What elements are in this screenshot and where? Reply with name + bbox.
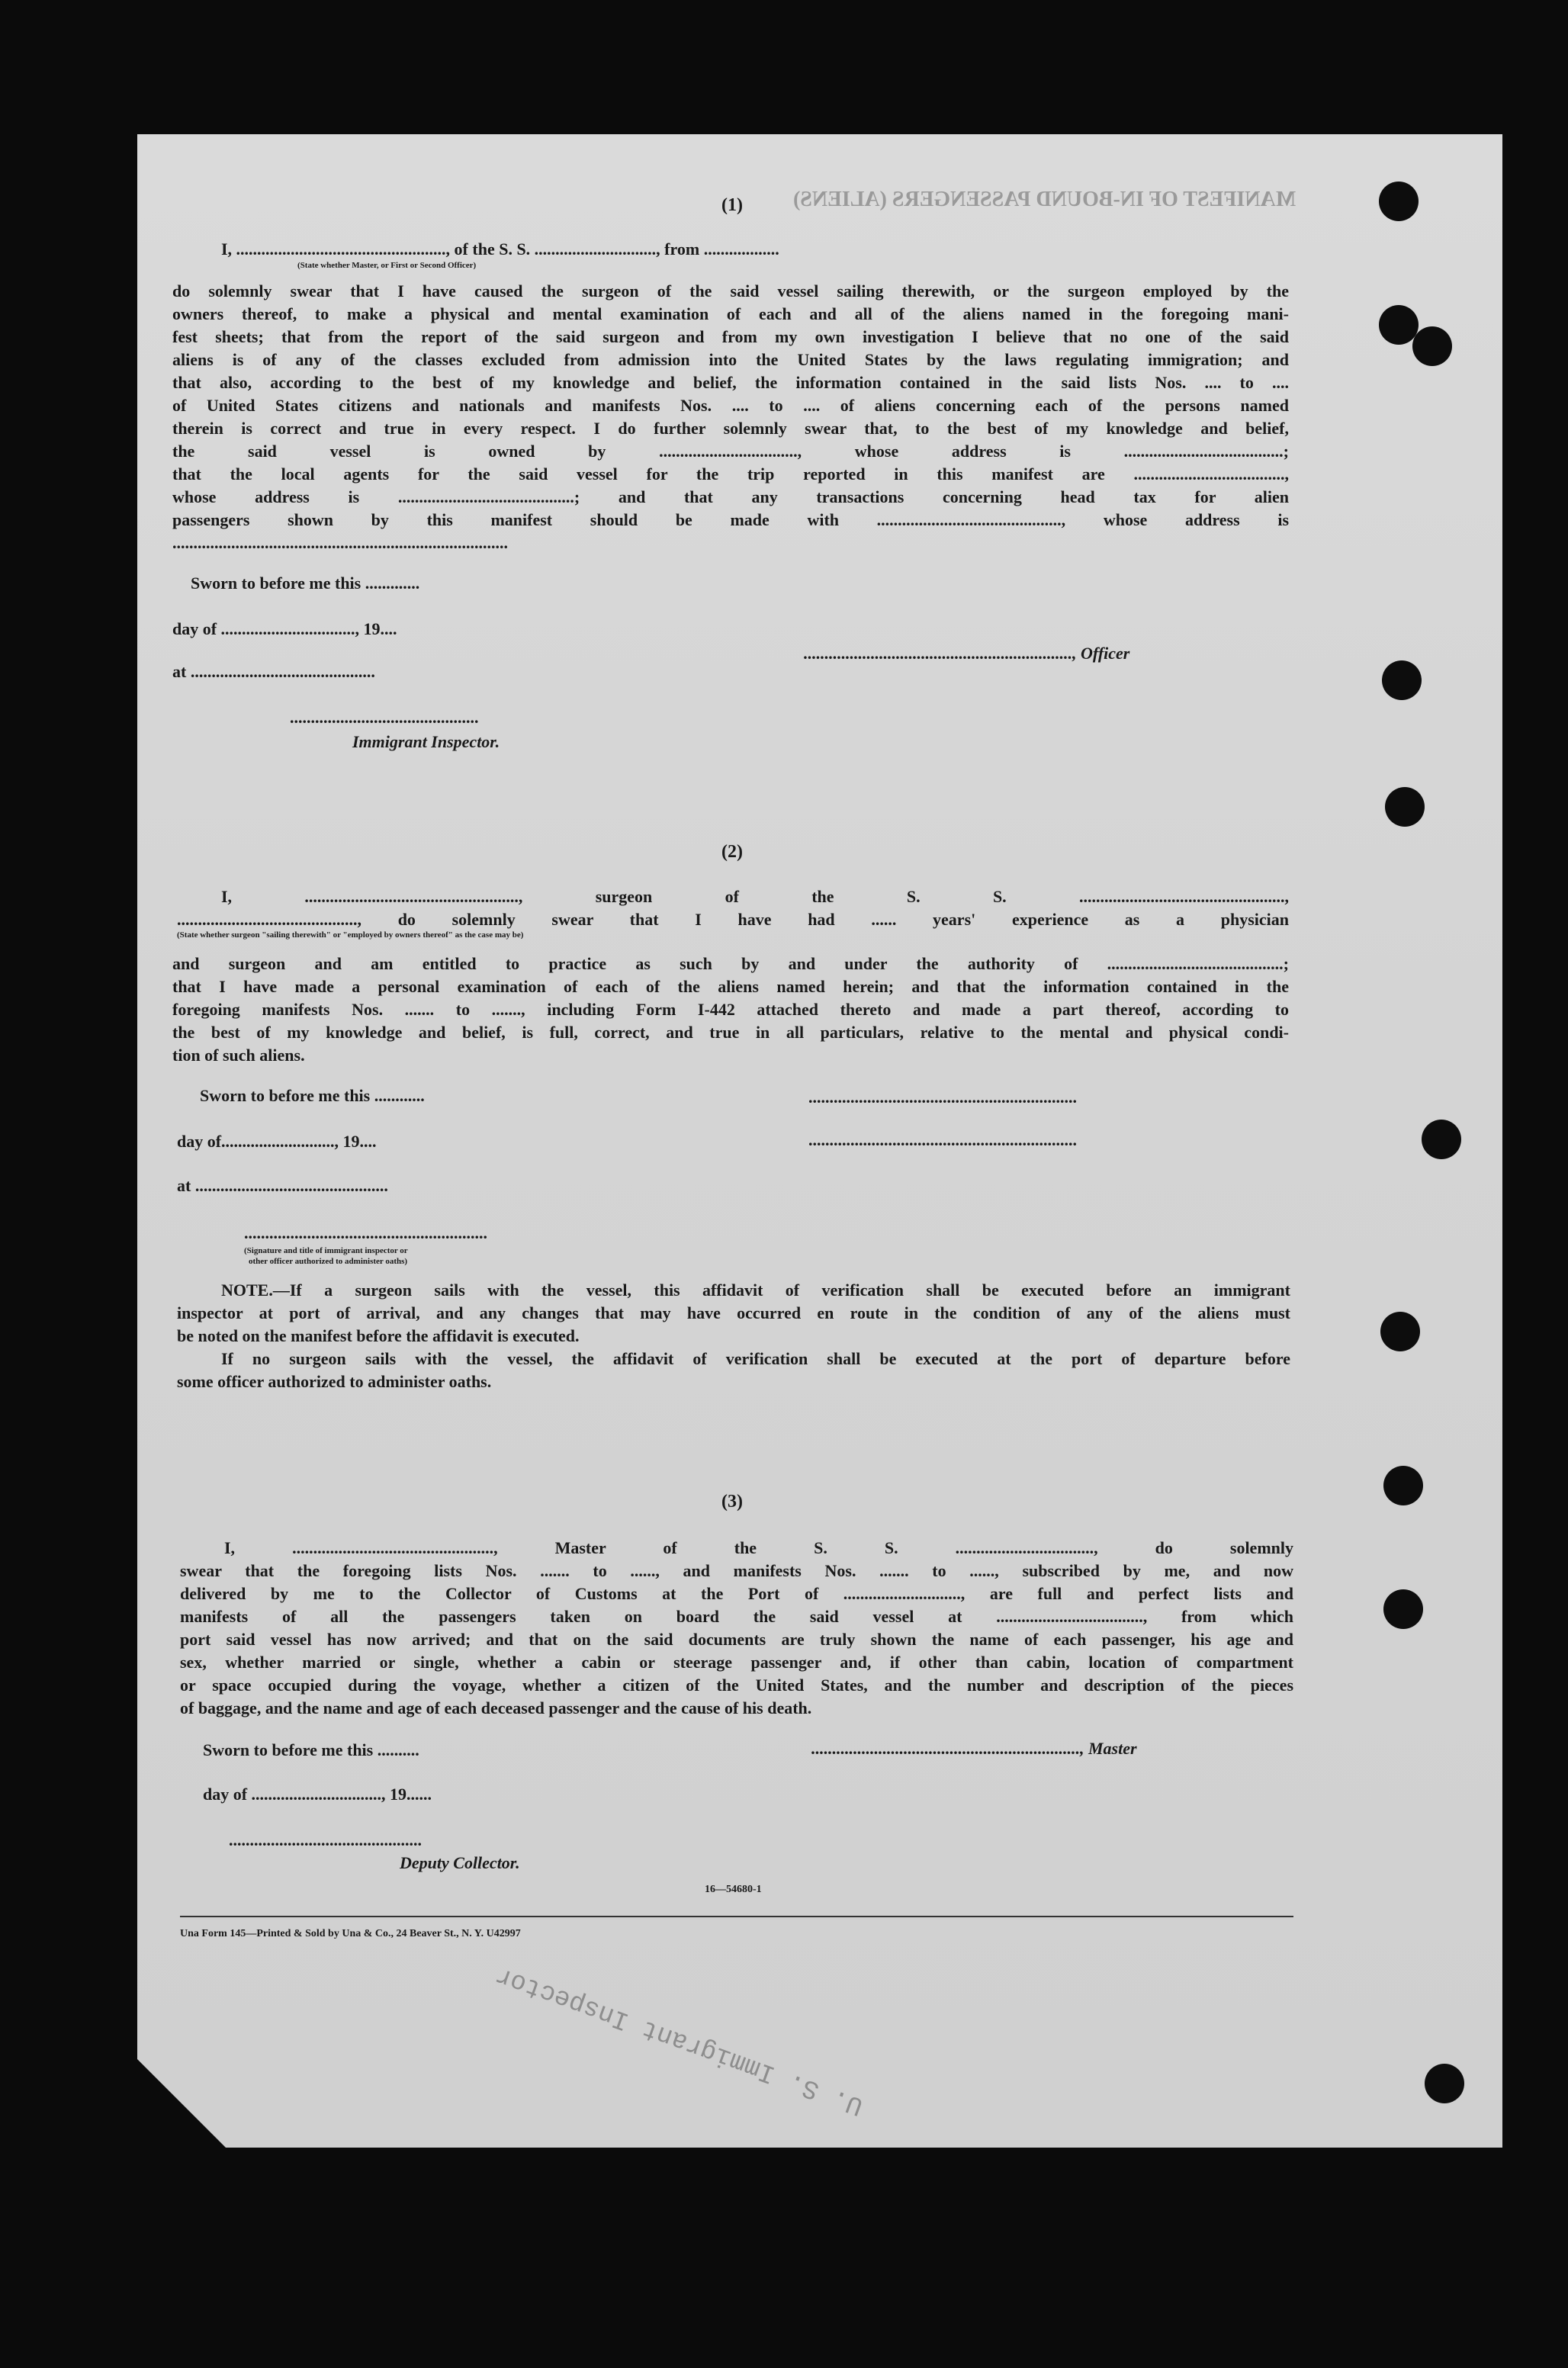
section-2-signature-caption: other officer authorized to administer oaths) — [249, 1257, 408, 1266]
note-line: If no surgeon sails with the vessel, the affidavit of verification shall be executed at the port of departure before — [221, 1349, 1290, 1368]
section-3-line: or space occupied during the voyage, whether a citizen of the United States, and the number and description of the pieces — [180, 1676, 1293, 1695]
form-number: 16—54680-1 — [705, 1884, 762, 1895]
section-3-day: day of ..............................., 19...... — [203, 1785, 432, 1804]
section-2-line: and surgeon and am entitled to practice as such by and under the authority of ..........................................; — [172, 954, 1289, 973]
section-2-heading: (2) — [721, 842, 743, 862]
section-1-line: whose address is ..........................................; and that any transactions concerning head tax for alien — [172, 487, 1289, 506]
section-2-right-dots: ................................................................ — [808, 1130, 1077, 1149]
section-2-signature-dots: .......................................................... — [244, 1223, 487, 1242]
section-1-line: ................................................................................ — [172, 533, 508, 552]
note-line: be noted on the manifest before the affidavit is executed. — [177, 1326, 580, 1345]
section-2-line: foregoing manifests Nos. ....... to ......., including Form I-442 attached thereto and made a part thereof, according to — [172, 1000, 1289, 1019]
section-2-first-line: I, ..................................................., surgeon of the S. S. ................................................., — [221, 887, 1289, 906]
section-3-deputy-label: Deputy Collector. — [400, 1853, 520, 1872]
punch-hole — [1383, 1466, 1423, 1505]
punch-hole — [1382, 660, 1422, 700]
punch-hole — [1379, 305, 1419, 345]
note-line: NOTE.—If a surgeon sails with the vessel, this affidavit of verification shall be executed before an immigrant — [221, 1280, 1290, 1300]
section-2-line: tion of such aliens. — [172, 1046, 305, 1065]
section-1-line: that the local agents for the said vessel for the trip reported in this manifest are ...................................., — [172, 464, 1289, 484]
section-2-second-line: ..........................................., do solemnly swear that I have had ...... years' experience as a physician — [177, 910, 1289, 929]
section-3-sworn: Sworn to before me this .......... — [203, 1740, 419, 1759]
section-2-right-dots: ................................................................ — [808, 1088, 1077, 1107]
section-3-line: manifests of all the passengers taken on board the said vessel at ..................................., from which — [180, 1607, 1293, 1626]
immigrant-inspector-stamp: U. S. Immigrant Inspector — [491, 1959, 867, 2120]
punch-hole — [1380, 1312, 1420, 1351]
punch-hole — [1412, 326, 1452, 366]
section-1-inspector-dots: ............................................. — [290, 708, 479, 727]
section-1-sworn: Sworn to before me this ............. — [191, 574, 420, 593]
punch-hole — [1425, 2064, 1464, 2103]
section-1-line: that also, according to the best of my knowledge and belief, the information contained in the said lists Nos. .... to .... — [172, 373, 1289, 392]
section-1-line: do solemnly swear that I have caused the surgeon of the said vessel sailing therewith, or the surgeon employed by the — [172, 281, 1289, 300]
section-1-line: the said vessel is owned by ................................., whose address is ......................................; — [172, 442, 1289, 461]
bleed-through-title: MANIFEST OF IN-BOUND PASSENGERS (ALIENS) — [793, 188, 1296, 211]
footer-rule — [180, 1916, 1293, 1917]
section-2-signature-caption: (Signature and title of immigrant inspector or — [244, 1246, 408, 1255]
section-3-line: port said vessel has now arrived; and that on the said documents are truly shown the name of each passenger, his age and — [180, 1630, 1293, 1649]
section-1-line: passengers shown by this manifest should be made with ............................................, whose address is — [172, 510, 1289, 529]
section-3-line: I, ................................................, Master of the S. S. ................................., do solemnly — [224, 1538, 1293, 1557]
section-3-line: swear that the foregoing lists Nos. ....... to ......, and manifests Nos. ....... to ......, subscribed by me, and now — [180, 1561, 1293, 1580]
note-line: some officer authorized to administer oaths. — [177, 1372, 492, 1391]
punch-hole — [1422, 1120, 1461, 1159]
section-3-line: sex, whether married or single, whether a cabin or steerage passenger and, if other than cabin, location of compartment — [180, 1653, 1293, 1672]
section-2-day: day of..........................., 19.... — [177, 1132, 377, 1151]
section-1-inspector-label: Immigrant Inspector. — [352, 732, 500, 751]
punch-hole — [1379, 182, 1419, 221]
torn-corner — [137, 2059, 229, 2151]
section-1-line: of United States citizens and nationals and manifests Nos. .... to .... of aliens concerning each of the persons named — [172, 396, 1289, 415]
section-1-line: fest sheets; that from the report of the said surgeon and from my own investigation I believe that no one of the said — [172, 327, 1289, 346]
punch-hole — [1383, 1589, 1423, 1629]
section-2-line: that I have made a personal examination of each of the aliens named herein; and that the information contained in the — [172, 977, 1289, 996]
section-1-at: at ............................................ — [172, 662, 375, 681]
section-1-line: owners thereof, to make a physical and mental examination of each and all of the aliens named in the foregoing mani- — [172, 304, 1289, 323]
section-3-deputy-dots: .............................................. — [229, 1830, 422, 1849]
section-1-officer-line: ................................................................, Officer — [804, 644, 1130, 663]
section-2-line: the best of my knowledge and belief, is full, correct, and true in all particulars, relative to the mental and physical condi- — [172, 1023, 1289, 1042]
section-3-heading: (3) — [721, 1492, 743, 1512]
note-line: inspector at port of arrival, and any changes that may have occurred en route in the condition of any of the aliens must — [177, 1303, 1290, 1322]
section-1-caption: (State whether Master, or First or Second Officer) — [297, 261, 477, 270]
section-3-line: delivered by me to the Collector of Customs at the Port of ............................, are full and perfect lists and — [180, 1584, 1293, 1603]
punch-hole — [1385, 787, 1425, 827]
section-2-caption: (State whether surgeon "sailing therewith" or "employed by owners thereof" as the case may be) — [177, 930, 524, 940]
section-1-line: aliens is of any of the classes excluded from admission into the United States by the laws regulating immigration; and — [172, 350, 1289, 369]
section-1-day: day of ................................, 19.... — [172, 619, 397, 638]
section-1-heading: (1) — [721, 195, 743, 215]
section-1-first-line: I, .................................................., of the S. S. ............................., from .................. — [221, 239, 779, 259]
section-1-line: therein is correct and true in every respect. I do further solemnly swear that, to the best of my knowledge and belief, — [172, 419, 1289, 438]
section-2-at: at .............................................. — [177, 1176, 388, 1195]
section-3-line: of baggage, and the name and age of each deceased passenger and the cause of his death. — [180, 1698, 812, 1717]
section-2-sworn: Sworn to before me this ............ — [200, 1086, 425, 1105]
section-3-master-line: ................................................................, Master — [811, 1739, 1137, 1758]
printer-imprint: Una Form 145—Printed & Sold by Una & Co., 24 Beaver St., N. Y. U42997 — [180, 1928, 521, 1939]
